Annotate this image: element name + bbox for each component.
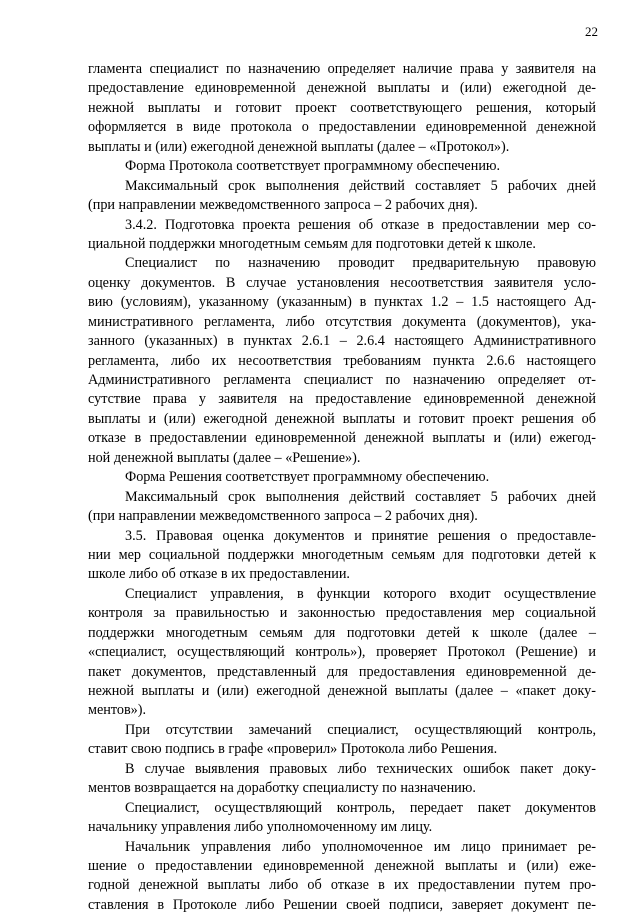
text-line: циальной поддержки многодетным семьям для подготовки детей к школе. — [88, 235, 536, 252]
text-line: сутствие права у заявителя на предоставление единовременной денежной — [88, 391, 596, 408]
body-text — [88, 60, 596, 915]
text-line: годной денежной выплаты либо об отказе в их предоставлении путем про- — [88, 877, 596, 894]
text-line: пакет документов, представленный для предоставления единовременной де- — [88, 663, 596, 680]
text-line: ставит свою подпись в графе «проверил» Протокола либо Решения. — [88, 741, 498, 758]
text-line: В случае выявления правовых либо технических ошибок пакет доку- — [125, 760, 596, 777]
text-line: отказе в предоставлении единовременной денежной выплаты и (или) ежегод- — [88, 430, 596, 447]
text-line: министративного регламента, либо отсутствия документа (документов), ука- — [88, 313, 596, 330]
text-line: шение о предоставлении единовременной денежной выплаты и (или) еже- — [88, 857, 596, 874]
text-line: оформляется в виде протокола о предоставлении единовременной денежной — [88, 119, 596, 136]
text-line: регламента, либо их несоответствия требованиям пункта 2.6.6 настоящего — [88, 352, 596, 369]
text-line: Административного регламента специалист по назначению определяет от- — [88, 372, 596, 388]
text-line: выплаты и (или) ежегодной денежной выплаты и готовит проект решения об — [88, 410, 596, 427]
page-number: 22 — [585, 24, 598, 39]
text-line: Максимальный срок выполнения действий составляет 5 рабочих дней — [125, 488, 596, 505]
text-line: занного (указанных) в пунктах 2.6.1 – 2.6.4 настоящего Административного — [88, 333, 596, 350]
text-line: Форма Решения соответствует программному обеспечению. — [125, 469, 490, 486]
text-line: нежной выплаты и (или) ежегодной денежной выплаты (далее – «пакет доку- — [88, 683, 596, 699]
text-line: начальнику управления либо уполномоченному им лицу. — [88, 819, 433, 836]
text-line: Начальник управления либо уполномоченное им лицо принимает ре- — [125, 838, 596, 855]
text-line: 3.4.2. Подготовка проекта решения об отказе в предоставлении мер со- — [125, 216, 596, 233]
text-line: (при направлении межведомственного запроса – 2 рабочих дня). — [88, 197, 478, 214]
text-line: ставления в Протоколе либо Решении своей подписи, заверяет документ пе- — [88, 896, 596, 913]
text-line: нежной выплаты и готовит проект соответствующего решения, который — [88, 99, 596, 116]
text-line: «специалист, осуществляющий контроль»), проверяет Протокол (Решение) и — [88, 644, 596, 661]
text-line: поддержки многодетным семьям для подготовки детей к школе (далее – — [88, 624, 596, 641]
text-line: оценку документов. В случае установления несоответствия заявителя усло- — [88, 274, 596, 291]
text-line: При отсутствии замечаний специалист, осуществляющий контроль, — [125, 721, 596, 738]
text-line: Специалист по назначению проводит предварительную правовую — [125, 255, 596, 272]
text-line: ментов»). — [88, 702, 147, 719]
text-line: Специалист, осуществляющий контроль, передает пакет документов — [125, 799, 596, 816]
text-line: вию (условиям), указанному (указанным) в пунктах 1.2 – 1.5 настоящего Ад- — [88, 294, 596, 311]
text-line: Специалист управления, в функции которого входит осуществление — [125, 585, 596, 602]
text-line: 3.5. Правовая оценка документов и принятие решения о предоставле- — [125, 527, 596, 544]
text-line: Максимальный срок выполнения действий составляет 5 рабочих дней — [125, 177, 596, 194]
text-line: гламента специалист по назначению определяет наличие права у заявителя на — [88, 61, 596, 77]
text-line: выплаты и (или) ежегодной денежной выплаты (далее – «Протокол»). — [88, 138, 510, 155]
text-line: нии мер социальной поддержки многодетным семьям для подготовки детей к — [88, 546, 596, 563]
text-line: Форма Протокола соответствует программному обеспечению. — [125, 158, 501, 175]
text-line: контроля за правильностью и законностью предоставления мер социальной — [88, 605, 596, 622]
text-line: (при направлении межведомственного запроса – 2 рабочих дня). — [88, 508, 478, 525]
text-line: предоставление единовременной денежной выплаты и (или) ежегодной де- — [88, 80, 596, 97]
text-line: школе либо об отказе в их предоставлении. — [88, 566, 350, 583]
text-line: ной денежной выплаты (далее – «Решение»). — [88, 449, 361, 466]
text-line: ментов возвращается на доработку специалисту по назначению. — [88, 780, 476, 797]
